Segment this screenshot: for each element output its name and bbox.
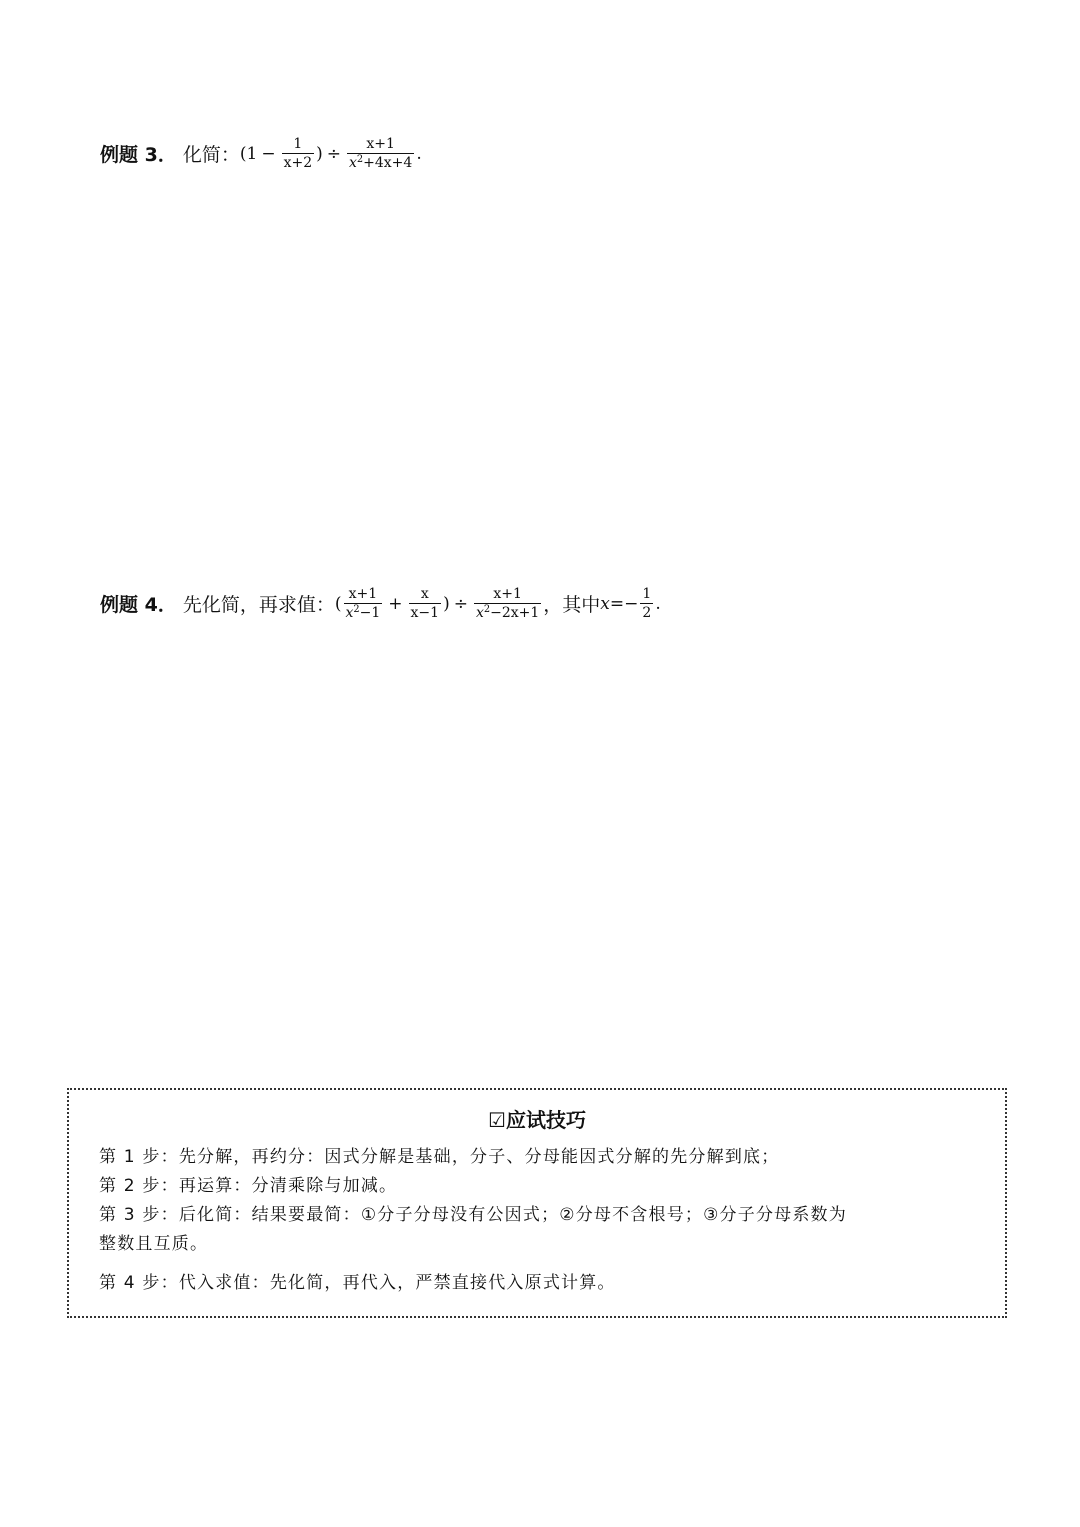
fraction: $\frac{1}{2}$	[642, 586, 652, 622]
tip-step-2: 第 2 步：再运算：分清乘除与加减。	[99, 1176, 398, 1196]
fraction: $\frac{1}{x+2}$	[283, 136, 313, 172]
exam-tips-box	[67, 1088, 1007, 1318]
example-4-value: x =− $\frac{1}{2}$ .	[600, 586, 661, 622]
example-4-label: 例题 4．	[100, 594, 177, 617]
example-3-expression: (1 − $\frac{1}{x+2}$ ) ÷ $\frac{x+1}{x^2+4x+4}$ .	[239, 136, 422, 172]
fraction: $\frac{x}{x-1}$	[410, 586, 440, 622]
example-3-label: 例题 3．	[100, 144, 177, 167]
example-3	[100, 136, 422, 171]
tip-step-3-cont: 整数且互质。	[99, 1234, 209, 1254]
exam-tips-title: ☑应试技巧	[488, 1108, 586, 1132]
fraction: $\frac{x+1}{x^2-1}$	[345, 586, 381, 622]
example-4	[100, 586, 661, 621]
tip-step-4: 第 4 步：代入求值：先化简，再代入，严禁直接代入原式计算。	[99, 1273, 616, 1293]
fraction: $\frac{x+1}{x^2+4x+4}$	[349, 136, 413, 172]
example-3-text: 化简：	[182, 144, 240, 167]
tip-step-3: 第 3 步：后化简：结果要最简：①分子分母没有公因式；②分母不含根号；③分子分母系数为	[99, 1205, 847, 1225]
fraction: $\frac{x+1}{x^2-2x+1}$	[475, 586, 540, 622]
example-4-text: 先化简，再求值：	[182, 594, 335, 617]
example-4-expression: ( $\frac{x+1}{x^2-1}$ + $\frac{x}{x-1}$ ) ÷ $\frac{x+1}{x^2-2x+1}$	[334, 586, 540, 622]
example-4-condition: ，其中	[543, 594, 601, 617]
tip-step-1: 第 1 步：先分解，再约分：因式分解是基础，分子、分母能因式分解的先分解到底；	[99, 1147, 780, 1167]
